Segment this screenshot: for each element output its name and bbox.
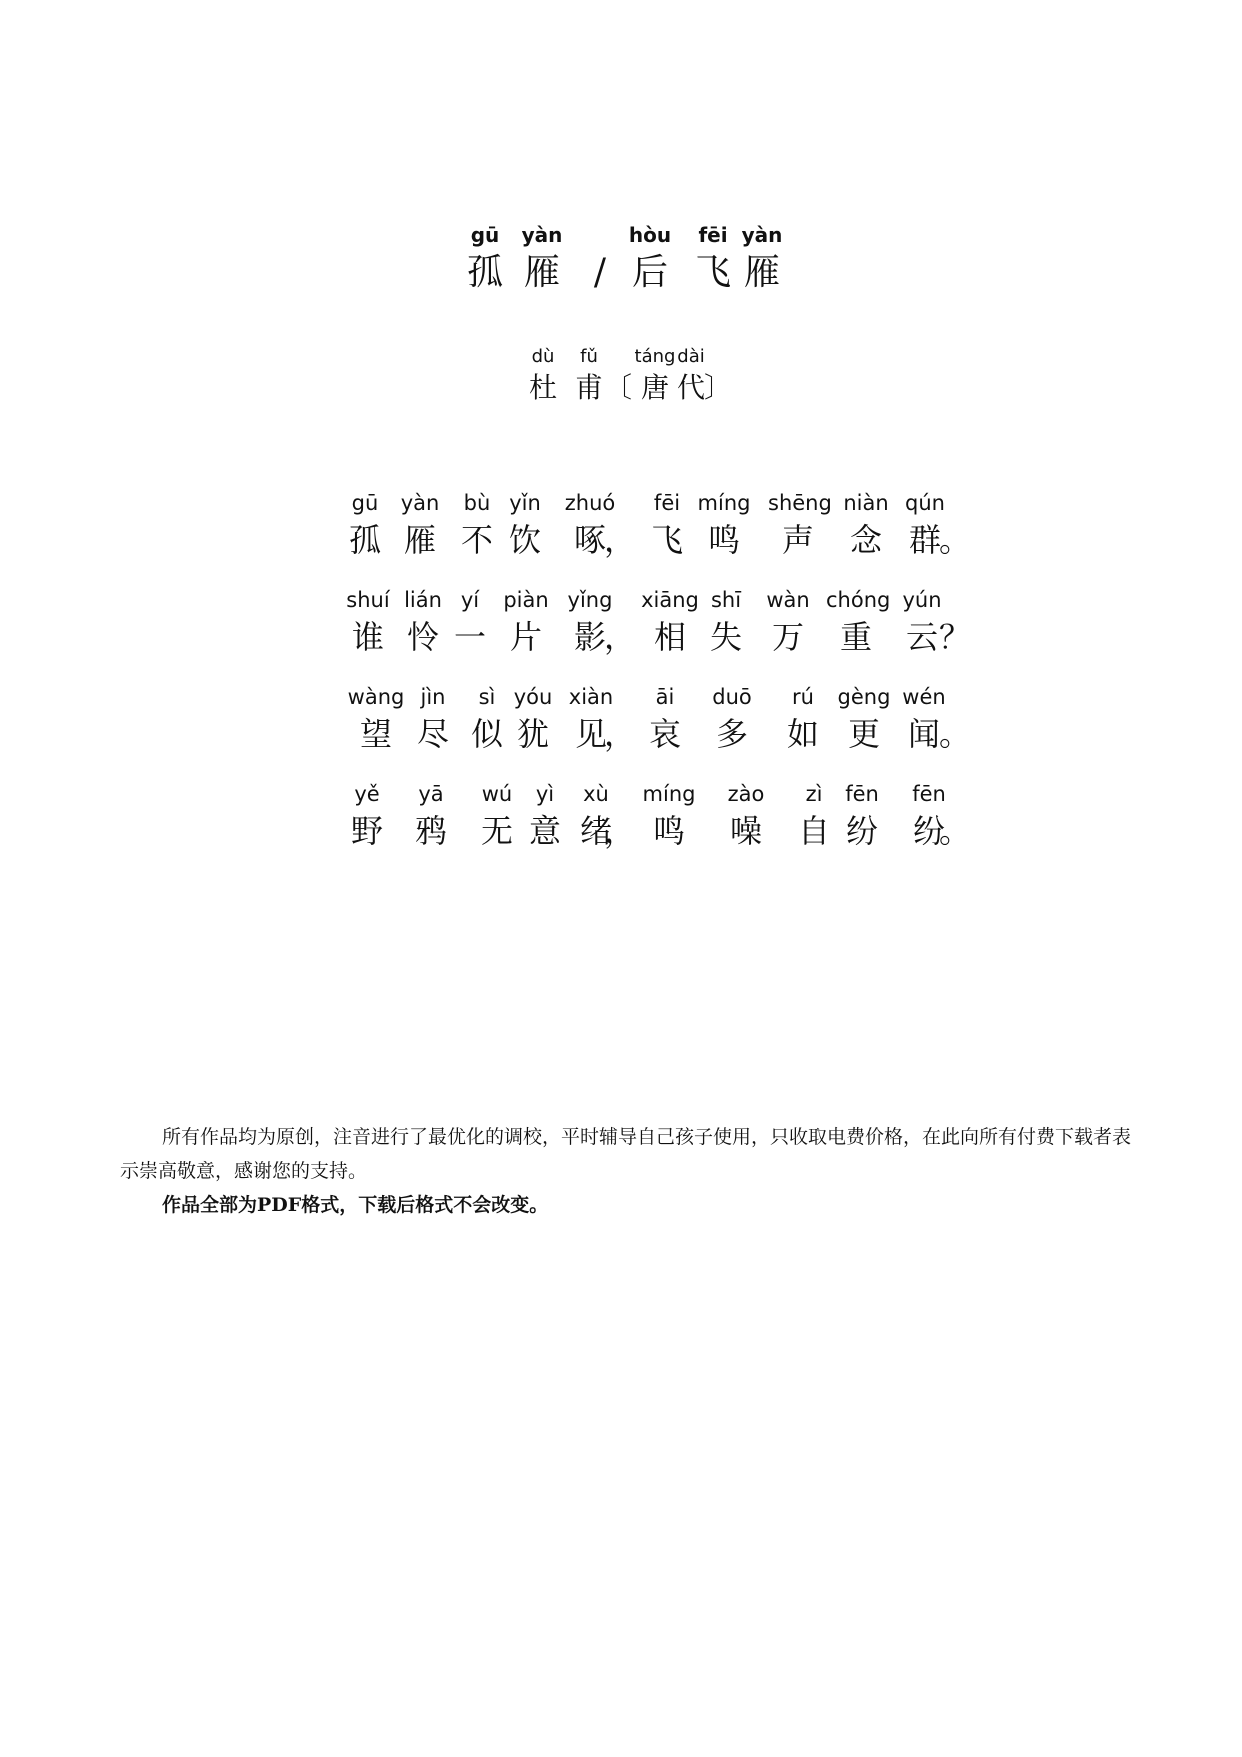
pinyin: wàn bbox=[766, 588, 810, 612]
pinyin: āi bbox=[655, 685, 675, 709]
hanzi: 野 bbox=[350, 812, 383, 850]
hanzi: 云 bbox=[905, 618, 938, 656]
pinyin: zì bbox=[805, 782, 823, 806]
char-unit bbox=[390, 488, 450, 562]
hanzi: 片 bbox=[509, 618, 542, 656]
hanzi: 重 bbox=[839, 618, 872, 656]
pinyin: yí bbox=[460, 588, 480, 612]
pinyin: gèng bbox=[837, 685, 891, 709]
pinyin: fēi bbox=[698, 223, 728, 247]
pinyin: wàng bbox=[347, 685, 405, 709]
pinyin: lián bbox=[404, 588, 442, 612]
pinyin: táng bbox=[634, 346, 676, 367]
pinyin: xiàn bbox=[568, 685, 614, 709]
hanzi: ， bbox=[603, 618, 636, 656]
char-unit bbox=[696, 585, 756, 659]
char-unit bbox=[834, 682, 894, 756]
pinyin: fēn bbox=[845, 782, 879, 806]
pinyin bbox=[925, 682, 985, 712]
char-unit bbox=[925, 585, 985, 659]
char-unit bbox=[620, 222, 680, 298]
char-unit bbox=[455, 222, 515, 298]
hanzi: 〔 bbox=[603, 371, 632, 404]
pinyin: míng bbox=[642, 782, 696, 806]
note-paragraph: 所有作品均为原创，注音进行了最优化的调校，平时辅导自己孩子使用，只收取电费价格，在此向所有付费下载者表示崇高敬意，感谢您的支持。 bbox=[120, 1126, 1132, 1182]
hanzi: 唐 bbox=[640, 371, 669, 404]
pinyin: xiāng bbox=[641, 588, 699, 612]
char-unit bbox=[512, 222, 572, 298]
hanzi: ， bbox=[603, 521, 636, 559]
hanzi: 见 bbox=[574, 715, 607, 753]
hanzi: 飞 bbox=[694, 252, 731, 293]
char-unit bbox=[346, 682, 406, 756]
hanzi: 孤 bbox=[348, 521, 381, 559]
char-unit bbox=[639, 779, 699, 853]
pinyin: yǐng bbox=[567, 588, 613, 612]
pinyin: chóng bbox=[826, 588, 891, 612]
pinyin: zhuó bbox=[564, 491, 616, 515]
pinyin: yì bbox=[535, 782, 555, 806]
char-unit bbox=[401, 779, 461, 853]
hanzi: 念 bbox=[849, 521, 882, 559]
char-unit bbox=[832, 779, 892, 853]
pinyin: fēi bbox=[653, 491, 681, 515]
pinyin: niàn bbox=[843, 491, 889, 515]
char-unit bbox=[403, 682, 463, 756]
char-unit bbox=[637, 488, 697, 562]
char-unit bbox=[925, 488, 985, 562]
hanzi: 不 bbox=[460, 521, 493, 559]
pinyin: yàn bbox=[400, 491, 440, 515]
hanzi: 万 bbox=[771, 618, 804, 656]
hanzi: / bbox=[593, 252, 607, 293]
pinyin: dài bbox=[677, 346, 705, 367]
hanzi: 代 bbox=[676, 371, 705, 404]
hanzi: ？ bbox=[938, 618, 971, 656]
char-unit bbox=[826, 585, 891, 659]
pinyin: xù bbox=[583, 782, 609, 806]
hanzi: 杜 bbox=[528, 371, 557, 404]
hanzi: 谁 bbox=[351, 618, 384, 656]
hanzi: 闻 bbox=[907, 715, 940, 753]
hanzi: 啄 bbox=[573, 521, 606, 559]
pinyin: jìn bbox=[420, 685, 446, 709]
pinyin: yě bbox=[354, 782, 380, 806]
char-unit bbox=[716, 779, 776, 853]
hanzi: 相 bbox=[653, 618, 686, 656]
hanzi: 饮 bbox=[508, 521, 541, 559]
pinyin: fǔ bbox=[580, 346, 598, 367]
char-unit bbox=[732, 222, 792, 298]
pinyin: wú bbox=[481, 782, 513, 806]
hanzi: 哀 bbox=[648, 715, 681, 753]
hanzi: 鸦 bbox=[414, 812, 447, 850]
pinyin: shēng bbox=[768, 491, 832, 515]
hanzi: 声 bbox=[781, 521, 814, 559]
pinyin: yóu bbox=[513, 685, 553, 709]
pinyin bbox=[925, 488, 985, 518]
hanzi: 纷 bbox=[912, 812, 945, 850]
hanzi: 失 bbox=[709, 618, 742, 656]
hanzi: 意 bbox=[528, 812, 561, 850]
char-unit bbox=[773, 682, 833, 756]
hanzi: 绪 bbox=[579, 812, 612, 850]
pinyin bbox=[688, 346, 748, 368]
pinyin: yàn bbox=[521, 223, 563, 247]
hanzi: 怜 bbox=[406, 618, 439, 656]
hanzi: 雁 bbox=[523, 252, 560, 293]
pinyin bbox=[925, 585, 985, 615]
hanzi: 影 bbox=[573, 618, 606, 656]
char-unit bbox=[640, 585, 700, 659]
pinyin: shī bbox=[710, 588, 742, 612]
char-unit bbox=[496, 585, 556, 659]
pinyin: sì bbox=[478, 685, 496, 709]
footer-note bbox=[120, 1120, 1140, 1222]
hanzi: 孤 bbox=[466, 252, 503, 293]
char-unit bbox=[758, 585, 818, 659]
hanzi: 望 bbox=[359, 715, 392, 753]
hanzi: 。 bbox=[938, 715, 971, 753]
pinyin: yún bbox=[902, 588, 942, 612]
pinyin: shuí bbox=[346, 588, 390, 612]
pinyin: duō bbox=[712, 685, 752, 709]
hanzi: 自 bbox=[797, 812, 830, 850]
hanzi: 尽 bbox=[416, 715, 449, 753]
hanzi: 一 bbox=[453, 618, 486, 656]
char-unit bbox=[440, 585, 500, 659]
hanzi: 后 bbox=[631, 252, 668, 293]
pinyin: gū bbox=[470, 223, 500, 247]
pinyin: hòu bbox=[628, 223, 672, 247]
hanzi: ， bbox=[603, 715, 636, 753]
pinyin: yā bbox=[418, 782, 444, 806]
pinyin: gū bbox=[351, 491, 379, 515]
hanzi: 多 bbox=[715, 715, 748, 753]
hanzi: 飞 bbox=[650, 521, 683, 559]
hanzi: 噪 bbox=[729, 812, 762, 850]
char-unit bbox=[925, 682, 985, 756]
hanzi: 鸣 bbox=[707, 521, 740, 559]
note-format: 作品全部为PDF格式，下载后格式不会改变。 bbox=[162, 1194, 549, 1216]
hanzi: 无 bbox=[480, 812, 513, 850]
hanzi: 〕 bbox=[703, 371, 732, 404]
pinyin: wén bbox=[902, 685, 946, 709]
pinyin: piàn bbox=[503, 588, 549, 612]
pinyin: rú bbox=[792, 685, 814, 709]
char-unit bbox=[694, 488, 754, 562]
hanzi: 如 bbox=[786, 715, 819, 753]
char-unit bbox=[503, 682, 563, 756]
pinyin: bù bbox=[463, 491, 491, 515]
pinyin bbox=[925, 779, 985, 809]
hanzi: 雁 bbox=[743, 252, 780, 293]
hanzi: ， bbox=[603, 812, 636, 850]
hanzi: 犹 bbox=[516, 715, 549, 753]
hanzi: 雁 bbox=[403, 521, 436, 559]
hanzi: 似 bbox=[470, 715, 503, 753]
hanzi: 群 bbox=[908, 521, 941, 559]
char-unit bbox=[925, 779, 985, 853]
char-unit bbox=[768, 488, 832, 562]
pinyin: dù bbox=[531, 346, 555, 367]
pinyin: míng bbox=[697, 491, 751, 515]
char-unit bbox=[337, 779, 397, 853]
hanzi: 鸣 bbox=[652, 812, 685, 850]
char-unit bbox=[688, 346, 748, 408]
char-unit bbox=[335, 488, 395, 562]
pinyin: qún bbox=[905, 491, 945, 515]
hanzi: 甫 bbox=[574, 371, 603, 404]
hanzi: 更 bbox=[847, 715, 880, 753]
pinyin: fēn bbox=[912, 782, 946, 806]
char-unit bbox=[495, 488, 555, 562]
pinyin: yǐn bbox=[509, 491, 541, 515]
pinyin: yàn bbox=[741, 223, 783, 247]
char-unit bbox=[836, 488, 896, 562]
char-unit bbox=[702, 682, 762, 756]
hanzi: 。 bbox=[938, 521, 971, 559]
char-unit bbox=[635, 682, 695, 756]
char-unit bbox=[338, 585, 398, 659]
hanzi: 。 bbox=[938, 812, 971, 850]
hanzi: 纷 bbox=[845, 812, 878, 850]
pinyin: zào bbox=[727, 782, 765, 806]
